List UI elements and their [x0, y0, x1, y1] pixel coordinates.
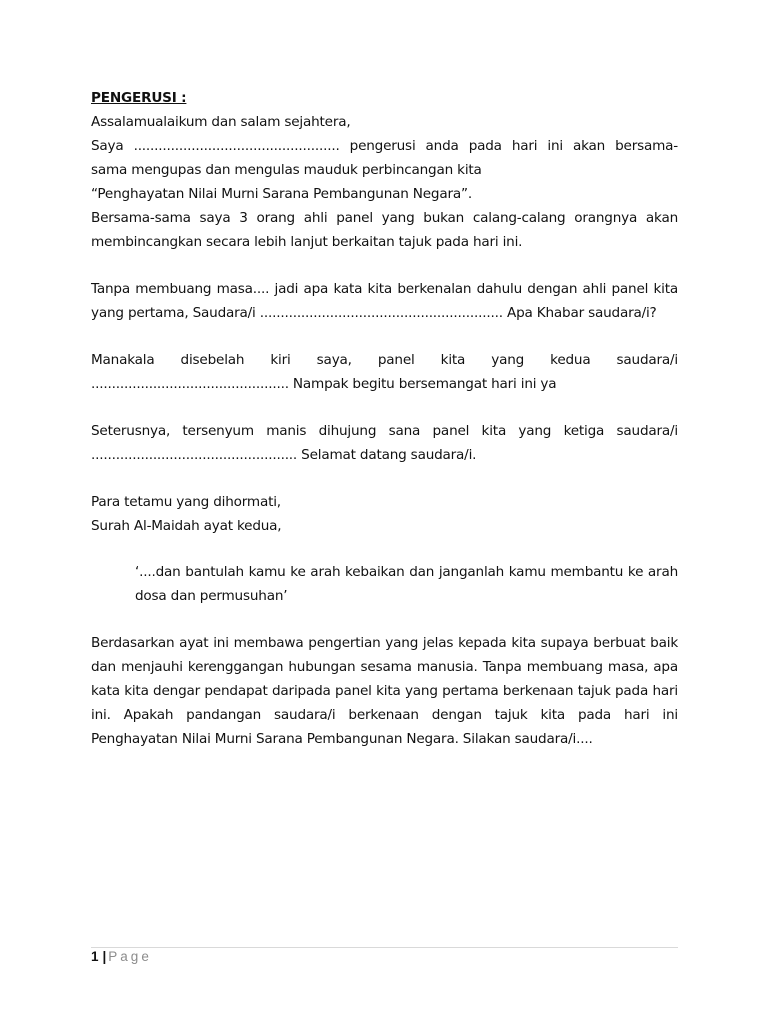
section-heading: PENGERUSI :	[91, 90, 187, 106]
text-line: membincangkan secara lebih lanjut berkaitan tajuk pada hari ini.	[91, 234, 523, 250]
text-line: Assalamualaikum dan salam sejahtera,	[91, 114, 351, 130]
text-line: sama mengupas dan mengulas mauduk perbincangan kita	[91, 162, 482, 178]
opening-paragraph	[91, 110, 678, 254]
text-line: “Penghayatan Nilai Murni Sarana Pembangunan Negara”.	[91, 186, 472, 202]
page-number: 1	[91, 949, 99, 964]
panel-one-intro: Tanpa membuang masa.... jadi apa kata kita berkenalan dahulu dengan ahli panel kita yang pertama, Saudara/i ........................................................... Apa Khabar saudara/i?	[91, 281, 678, 321]
panel-three-intro: Seterusnya, tersenyum manis dihujung sana panel kita yang ketiga saudara/i .................................................. Selamat datang saudara/i.	[91, 423, 678, 463]
page-label: Page	[108, 949, 152, 964]
panel-two-intro: Manakala disebelah kiri saya, panel kita yang kedua saudara/i ................................................ Nampak begitu bersemangat hari ini ya	[91, 352, 678, 392]
page-footer	[91, 946, 152, 968]
text-line: Surah Al-Maidah ayat kedua,	[91, 518, 282, 534]
quran-quote: ‘....dan bantulah kamu ke arah kebaikan dan janganlah kamu membantu ke arah dosa dan permusuhan’	[135, 564, 678, 604]
footer-divider	[91, 947, 678, 948]
text-line: Saya .................................................. pengerusi anda pada hari ini akan bersama-	[91, 138, 678, 154]
text-line: Para tetamu yang dihormati,	[91, 494, 281, 510]
greeting-paragraph	[91, 490, 678, 538]
text-line: Bersama-sama saya 3 orang ahli panel yang bukan calang-calang orangnya akan	[91, 210, 678, 226]
closing-paragraph: Berdasarkan ayat ini membawa pengertian yang jelas kepada kita supaya berbuat baik dan menjauhi kerenggangan hubungan sesama manusia. Tanpa membuang masa, apa kata kita dengar pendapat daripada panel kita yang pertama berkenaan tajuk pada hari ini. Apakah pandangan saudara/i berkenaan dengan tajuk kita pada hari ini Penghayatan Nilai Murni Sarana Pembangunan Negara. Silakan saudara/i....	[91, 635, 678, 747]
footer-separator: |	[102, 949, 107, 964]
document-body	[91, 86, 678, 751]
